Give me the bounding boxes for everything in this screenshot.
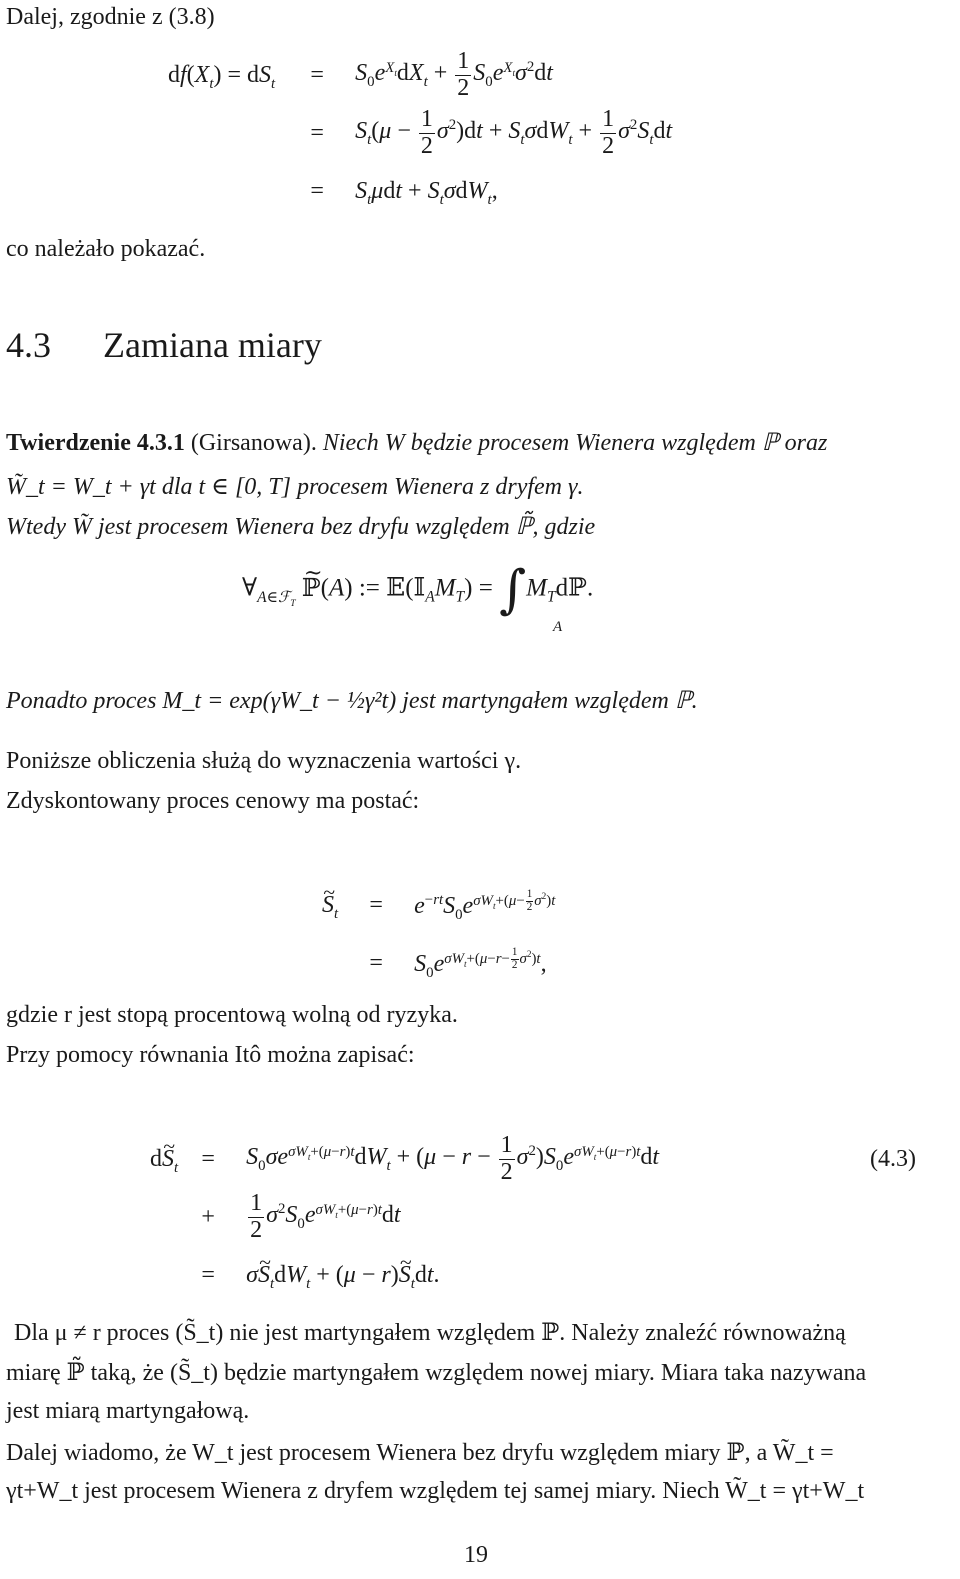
section-title: Zamiana miary: [103, 325, 322, 365]
equation-number: (4.3): [870, 1146, 916, 1172]
theorem-statement-1: Niech W będzie procesem Wienera względem ℙ oraz: [322, 430, 828, 456]
page-number: 19: [464, 1542, 488, 1568]
theorem-line-4: Ponadto proces M_t = exp(γW_t − ½γ²t) jest martyngałem względem ℙ.: [6, 688, 698, 714]
theorem-name: (Girsanowa).: [190, 430, 317, 456]
qed-text: co należało pokazać.: [6, 236, 206, 262]
equation-block-2: ~ $S_t$ = $e^{-rt}S_0e^{\sigma W_t+(\mu- \frac{1}{2} \sigma^2)t}$ = $S_0e^{\sigma W_t+(\mu-r- \frac{1}{2} \sigma^2)t}$,: [322, 876, 555, 992]
paragraph-5-line-5: γt+W_t jest procesem Wienera z dryfem względem tej samej miary. Niech W̃_t = γt+W_t: [6, 1478, 865, 1504]
theorem-line-2: W̃_t = W_t + γt dla t ∈ [0, T] procesem Wienera z dryfem γ.: [6, 474, 584, 500]
theorem-label: Twierdzenie 4.3.1: [6, 430, 185, 456]
equation-block-1: $df(X_t) = dS_t$ = $S_0e^{X_t}dX_t$ + $\frac{1}{2}$ $S_0e^{X_t}\sigma^2dt$ = $S_t(\mu$ − $\frac{1}{2}$ $\sigma^2)dt + S_t\sigma dW_t$ + $\frac{1}{2}$ $\sigma^2S_tdt$ = $S_t\mu dt + S_t\sigma dW_t$,: [168, 48, 673, 208]
integral-domain: A: [553, 619, 563, 635]
paragraph-5-line-1: Dla μ ≠ r proces (S̃_t) nie jest martyngałem względem ℙ. Należy znaleźć równoważną: [14, 1320, 846, 1346]
paragraph-4: Przy pomocy równania Itô można zapisać:: [6, 1042, 415, 1068]
paragraph-1: Poniższe obliczenia służą do wyznaczenia wartości γ.: [6, 748, 522, 774]
section-number: 4.3: [6, 325, 51, 365]
paragraph-5-line-4: Dalej wiadomo, że W_t jest procesem Wienera bez dryfu względem miary ℙ, a W̃_t =: [6, 1440, 834, 1466]
section-heading: [6, 324, 322, 366]
paragraph-2: Zdyskontowany proces cenowy ma postać:: [6, 788, 420, 814]
paragraph-5-line-2: miarę ℙ̃ taką, że (S̃_t) będzie martyngałem względem nowej miary. Miara taka nazywana: [6, 1360, 867, 1386]
paragraph-3: gdzie r jest stopą procentową wolną od ryzyka.: [6, 1002, 458, 1028]
theorem-line-1: [6, 428, 827, 457]
theorem-line-3: Wtedy W̃ jest procesem Wienera bez dryfu względem ℙ̃, gdzie: [6, 514, 596, 540]
paragraph-5-line-3: jest miarą martyngałową.: [6, 1398, 250, 1424]
equation-block-3: d~ $S_t$ = $S_0\sigma e^{\sigma W_t+(\mu-r)t}dW_t + (\mu - r$ − $\frac{1}{2}$ $\sigma^2)S_0e^{\sigma W_t+(\mu-r)t}dt$ + $\frac{1}{2}$ $\sigma^2S_0e^{\sigma W_t+(\mu-r)t}dt$ = σ~ $S_tdW_t + (\mu$ − r)~ $S_tdt$.: [150, 1130, 659, 1304]
girsanov-formula: $\forall_{A\in ℱ_T}$ ~ ℙ(A) := $𝔼(𝕀_AM_T)$ = $\int M_Tdℙ$.: [242, 560, 593, 620]
intro-text: Dalej, zgodnie z (3.8): [6, 4, 215, 30]
